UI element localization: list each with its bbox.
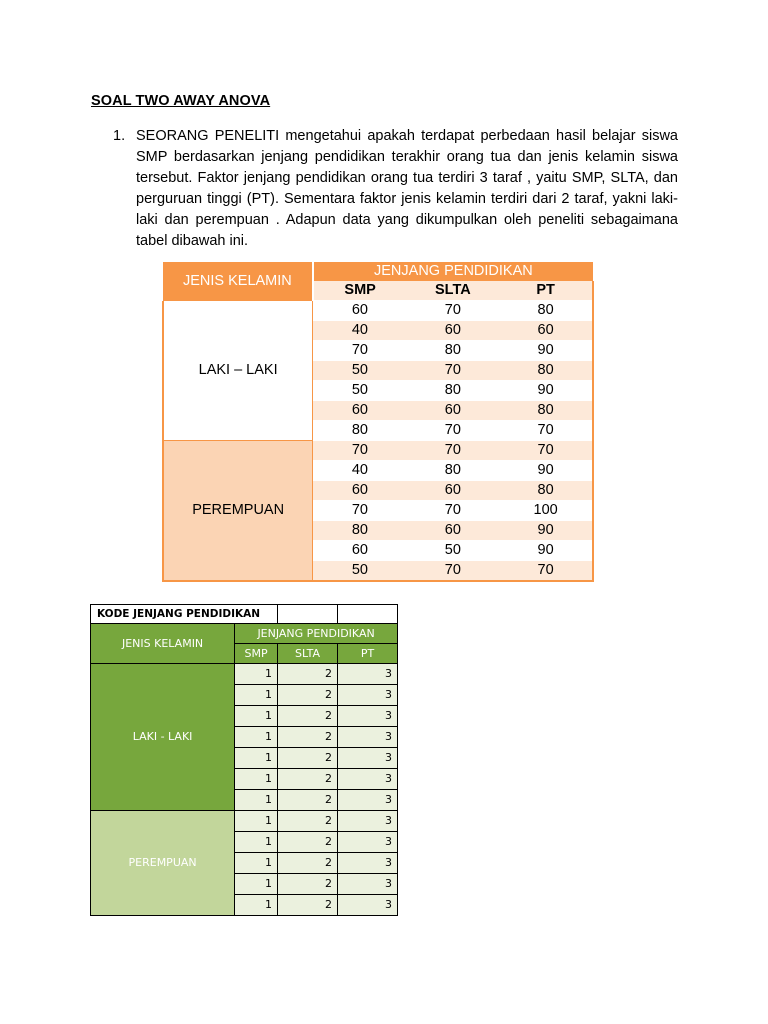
table-cell: 1 — [235, 769, 278, 790]
question-number: 1. — [113, 128, 126, 144]
table-cell: 3 — [338, 874, 398, 895]
page-title: SOAL TWO AWAY ANOVA — [91, 93, 271, 109]
table-cell: 70 — [407, 501, 500, 521]
table-cell: 60 — [499, 321, 593, 341]
table-cell: 70 — [313, 501, 407, 521]
header-jenis-kelamin: JENIS KELAMIN — [163, 262, 313, 301]
table-cell: 80 — [499, 481, 593, 501]
table-cell: 70 — [407, 361, 500, 381]
table-row — [163, 441, 593, 461]
table-cell: 80 — [407, 461, 500, 481]
table-cell: 40 — [313, 321, 407, 341]
table-cell: 2 — [278, 664, 338, 685]
table-cell: 60 — [407, 401, 500, 421]
table-cell: 70 — [499, 421, 593, 441]
table-cell: 3 — [338, 853, 398, 874]
table-cell: 3 — [338, 706, 398, 727]
column-header-pt: PT — [499, 281, 593, 301]
table-cell: 2 — [278, 685, 338, 706]
table-cell: 90 — [499, 341, 593, 361]
table-cell: 3 — [338, 685, 398, 706]
table-cell: 2 — [278, 727, 338, 748]
table-cell: 90 — [499, 521, 593, 541]
group-label-perempuan: PEREMPUAN — [91, 811, 235, 916]
table-cell: 60 — [407, 481, 500, 501]
table-cell: 70 — [313, 441, 407, 461]
table-cell: 3 — [338, 811, 398, 832]
table-cell: 60 — [313, 481, 407, 501]
blank-cell — [278, 605, 338, 624]
table-cell: 1 — [235, 685, 278, 706]
column-header-pt: PT — [338, 644, 398, 664]
group-label-perempuan: PEREMPUAN — [163, 441, 313, 582]
column-header-smp: SMP — [313, 281, 407, 301]
table-cell: 3 — [338, 895, 398, 916]
column-header-smp: SMP — [235, 644, 278, 664]
table-cell: 70 — [407, 441, 500, 461]
table-cell: 70 — [407, 561, 500, 582]
table-cell: 70 — [407, 301, 500, 321]
table-cell: 1 — [235, 706, 278, 727]
table-cell: 80 — [499, 301, 593, 321]
header-jenis-kelamin: JENIS KELAMIN — [91, 624, 235, 664]
code-table-caption: KODE JENJANG PENDIDIKAN — [91, 605, 278, 624]
table-row — [163, 301, 593, 321]
table-cell: 1 — [235, 895, 278, 916]
table-cell: 2 — [278, 748, 338, 769]
table-cell: 50 — [407, 541, 500, 561]
table-cell: 1 — [235, 748, 278, 769]
group-label-laki-laki: LAKI - LAKI — [91, 664, 235, 811]
table-cell: 90 — [499, 381, 593, 401]
column-header-slta: SLTA — [278, 644, 338, 664]
table-cell: 90 — [499, 461, 593, 481]
table-cell: 70 — [313, 341, 407, 361]
table-cell: 80 — [313, 421, 407, 441]
table-cell: 2 — [278, 811, 338, 832]
table-cell: 2 — [278, 769, 338, 790]
table-cell: 3 — [338, 832, 398, 853]
table-row — [91, 664, 398, 685]
table-cell: 60 — [313, 301, 407, 321]
table-row — [91, 811, 398, 832]
blank-cell — [338, 605, 398, 624]
table-cell: 2 — [278, 874, 338, 895]
table-cell: 3 — [338, 790, 398, 811]
scores-table — [162, 262, 594, 582]
table-cell: 2 — [278, 832, 338, 853]
table-cell: 80 — [407, 341, 500, 361]
table-cell: 2 — [278, 853, 338, 874]
table-cell: 60 — [313, 541, 407, 561]
table-cell: 50 — [313, 561, 407, 582]
table-cell: 50 — [313, 381, 407, 401]
table-cell: 60 — [407, 521, 500, 541]
table-cell: 80 — [313, 521, 407, 541]
table-cell: 60 — [407, 321, 500, 341]
table-cell: 2 — [278, 706, 338, 727]
table-cell: 90 — [499, 541, 593, 561]
table-cell: 1 — [235, 664, 278, 685]
table-cell: 80 — [499, 361, 593, 381]
table-cell: 1 — [235, 832, 278, 853]
table-cell: 1 — [235, 811, 278, 832]
question-text: SEORANG PENELITI mengetahui apakah terdapat perbedaan hasil belajar siswa SMP berdasarkan jenjang pendidikan terakhir orang tua dan jenis kelamin siswa tersebut. Faktor jenjang pendidikan orang tua terdiri 3 taraf , yaitu SMP, SLTA, dan perguruan tinggi (PT). Sementara faktor jenis kelamin terdiri dari 2 taraf, yakni laki-laki dan perempuan . Adapun data yang dikumpulkan oleh peneliti sebagaimana tabel dibawah ini. — [136, 128, 678, 249]
table-cell: 70 — [407, 421, 500, 441]
table-cell: 3 — [338, 664, 398, 685]
column-header-slta: SLTA — [407, 281, 500, 301]
table-cell: 70 — [499, 441, 593, 461]
code-table — [90, 604, 398, 916]
group-label-laki-laki: LAKI – LAKI — [163, 301, 313, 441]
table-cell: 1 — [235, 790, 278, 811]
table-cell: 100 — [499, 501, 593, 521]
table-cell: 3 — [338, 727, 398, 748]
table-cell: 2 — [278, 895, 338, 916]
table-cell: 1 — [235, 727, 278, 748]
header-jenjang-pendidikan: JENJANG PENDIDIKAN — [235, 624, 398, 644]
table-cell: 1 — [235, 853, 278, 874]
table-cell: 40 — [313, 461, 407, 481]
table-cell: 70 — [499, 561, 593, 582]
table-cell: 60 — [313, 401, 407, 421]
table-cell: 3 — [338, 769, 398, 790]
table-cell: 80 — [499, 401, 593, 421]
table-cell: 80 — [407, 381, 500, 401]
table-cell: 3 — [338, 748, 398, 769]
table-cell: 1 — [235, 874, 278, 895]
table-cell: 2 — [278, 790, 338, 811]
header-jenjang-pendidikan: JENJANG PENDIDIKAN — [313, 262, 593, 281]
table-cell: 50 — [313, 361, 407, 381]
